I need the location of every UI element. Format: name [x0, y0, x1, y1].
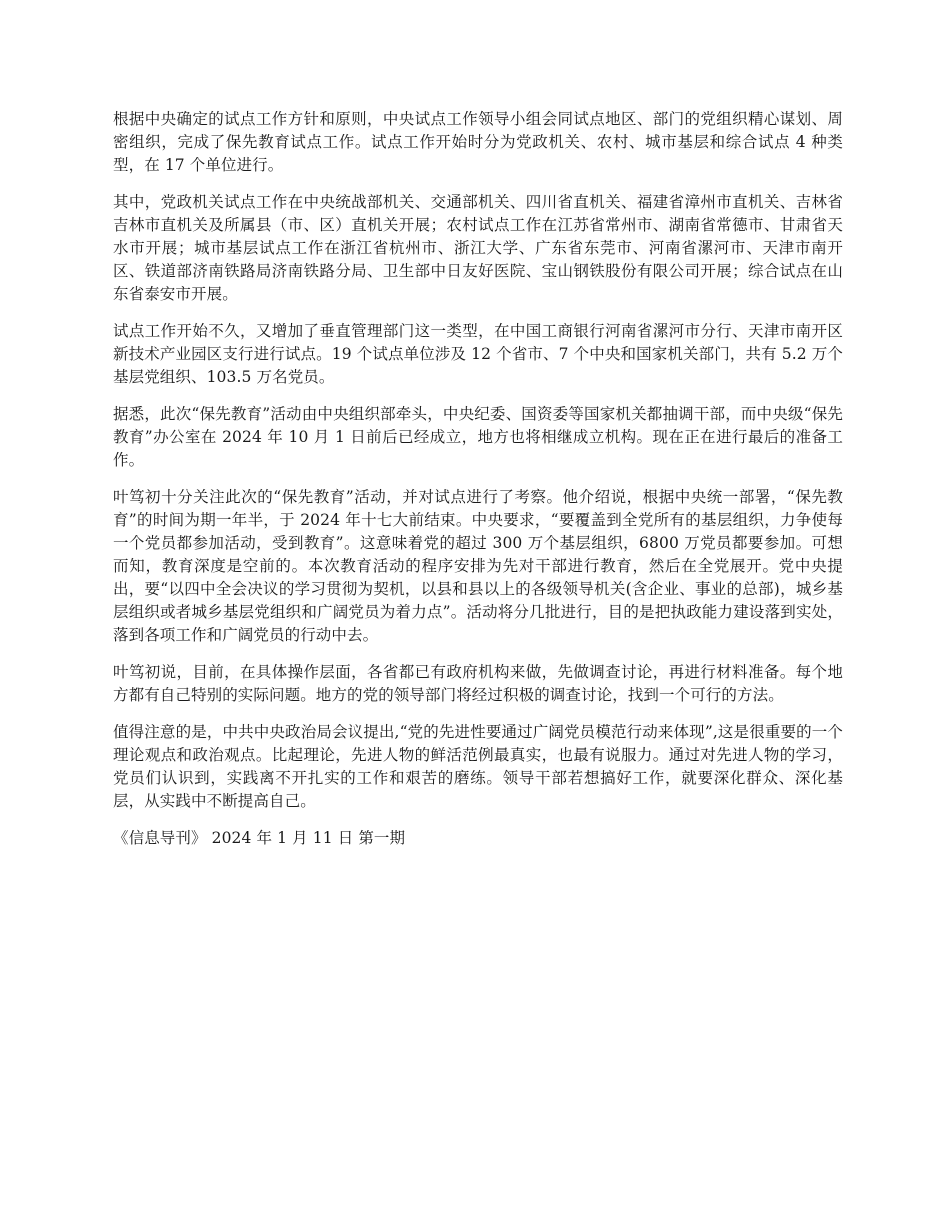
document-body: [113, 108, 843, 850]
paragraph-1: 根据中央确定的试点工作方针和原则，中央试点工作领导小组会同试点地区、部门的党组织精心谋划、周密组织，完成了保先教育试点工作。试点工作开始时分为党政机关、农村、城市基层和综合试点 4 种类型，在 17 个单位进行。: [113, 110, 843, 174]
paragraph-5: 叶笃初十分关注此次的“保先教育”活动，并对试点进行了考察。他介绍说，根据中央统一部署，“保先教育”的时间为期一年半，于 2024 年十七大前结束。中央要求，“要覆盖到全党所有的基层组织，力争使每一个党员都参加活动，受到教育”。这意味着党的超过 300 万个基层组织，6800 万党员都要参加。可想而知，教育深度是空前的。本次教育活动的程序安排为先对干部进行教育，然后在全党展开。党中央提出，要“以四中全会决议的学习贯彻为契机，以县和县以上的各级领导机关(含企业、事业的总部)，城乡基层组织或者城乡基层党组织和广阔党员为着力点”。活动将分几批进行，目的是把执政能力建设落到实处，落到各项工作和广阔党员的行动中去。: [113, 488, 843, 644]
paragraph-7: 值得注意的是，中共中央政治局会议提出,“党的先进性要通过广阔党员模范行动来体现”,这是很重要的一个理论观点和政治观点。比起理论，先进人物的鲜活范例最真实，也最有说服力。通过对先进人物的学习，党员们认识到，实践离不开扎实的工作和艰苦的磨练。领导干部若想搞好工作，就要深化群众、深化基层，从实践中不断提高自己。: [113, 723, 843, 810]
paragraph-3: 试点工作开始不久，又增加了垂直管理部门这一类型，在中国工商银行河南省漯河市分行、天津市南开区新技术产业园区支行进行试点。19 个试点单位涉及 12 个省市、7 个中央和国家机关部门，共有 5.2 万个基层党组织、103.5 万名党员。: [113, 322, 843, 386]
source-footer: 《信息导刊》 2024 年 1 月 11 日 第一期: [113, 829, 406, 847]
paragraph-6: 叶笃初说，目前，在具体操作层面，各省都已有政府机构来做，先做调查讨论，再进行材料准备。每个地方都有自己特别的实际问题。地方的党的领导部门将经过积极的调查讨论，找到一个可行的方法。: [113, 663, 843, 704]
paragraph-2: 其中，党政机关试点工作在中央统战部机关、交通部机关、四川省直机关、福建省漳州市直机关、吉林省吉林市直机关及所属县（市、区）直机关开展；农村试点工作在江苏省常州市、湖南省常德市、甘肃省天水市开展；城市基层试点工作在浙江省杭州市、浙江大学、广东省东莞市、河南省漯河市、天津市南开区、铁道部济南铁路局济南铁路分局、卫生部中日友好医院、宝山钢铁股份有限公司开展；综合试点在山东省泰安市开展。: [113, 193, 843, 303]
paragraph-4: 据悉，此次“保先教育”活动由中央组织部牵头，中央纪委、国资委等国家机关都抽调干部，而中央级“保先教育”办公室在 2024 年 10 月 1 日前后已经成立，地方也将相继成立机构。现在正在进行最后的准备工作。: [113, 405, 843, 469]
